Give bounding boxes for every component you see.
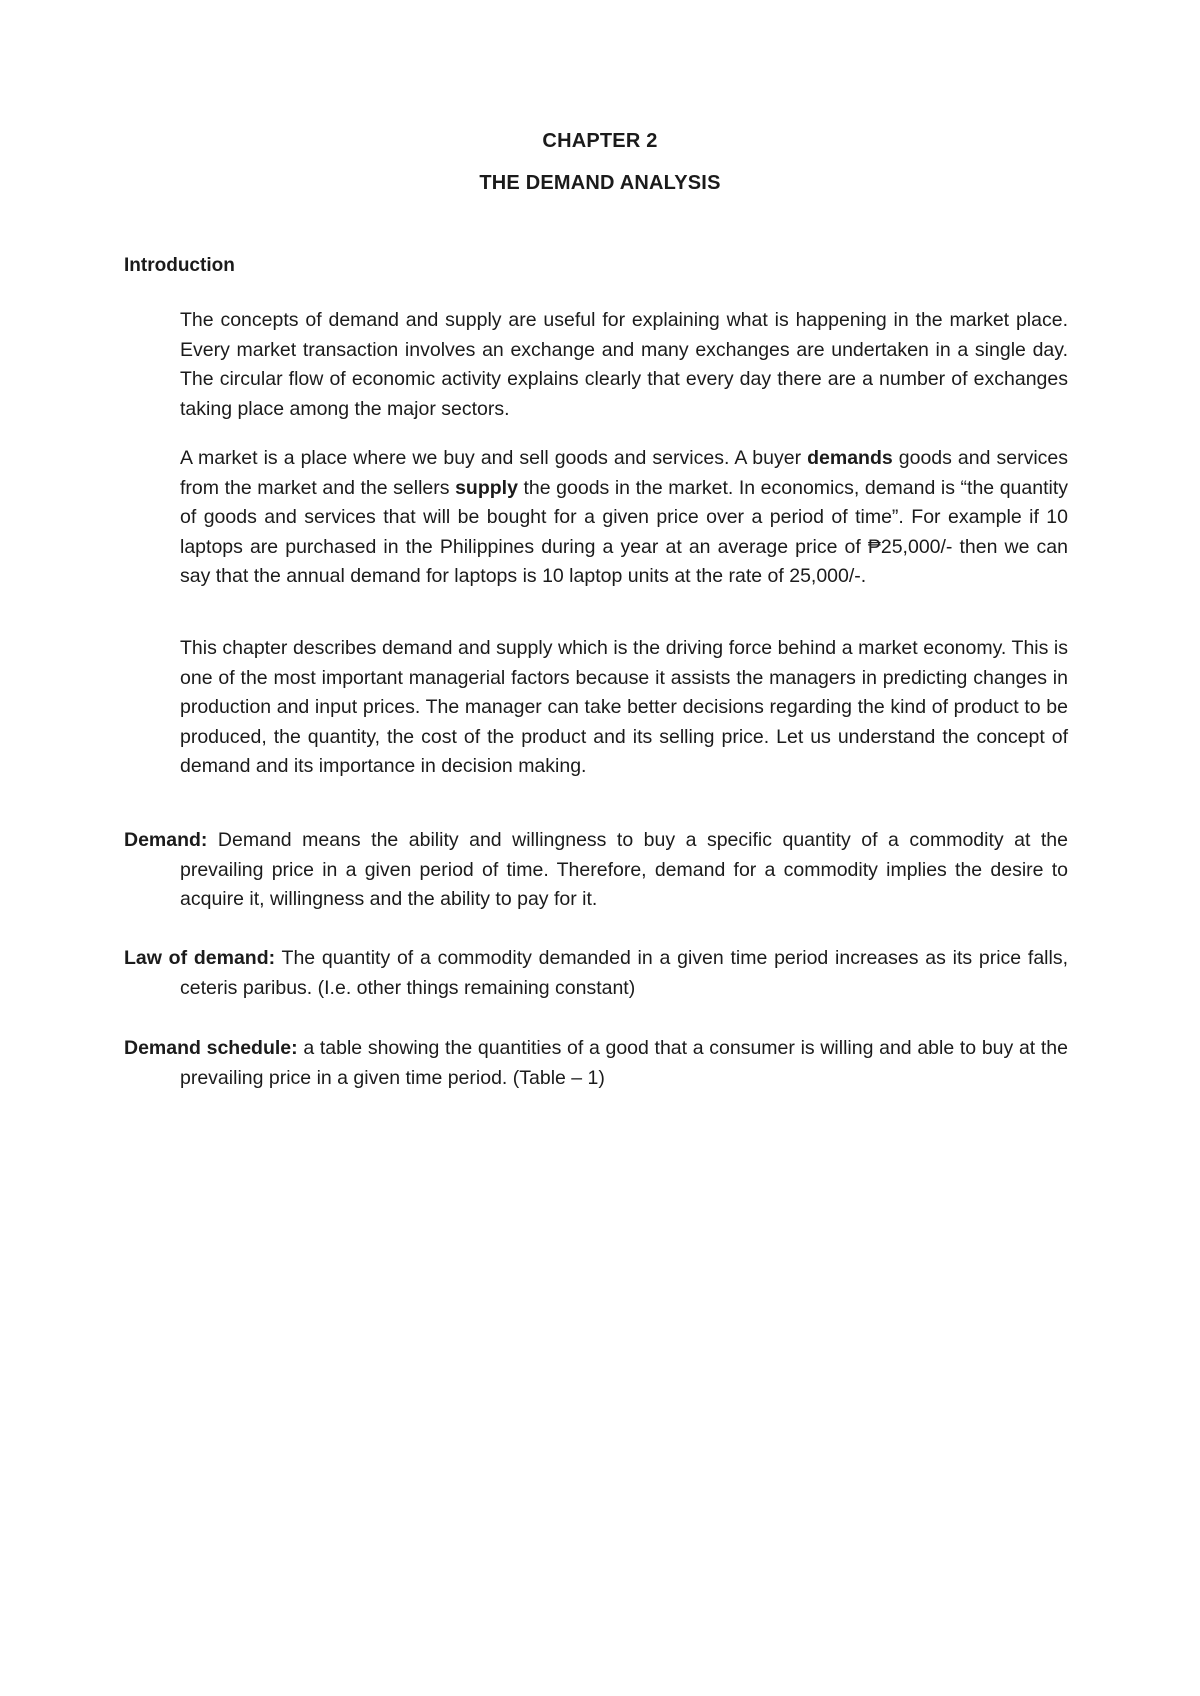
- definition-term: Demand schedule:: [124, 1037, 298, 1059]
- definition-demand: [124, 826, 1068, 915]
- bold-term-supply: supply: [455, 476, 518, 499]
- paragraph-intro: The concepts of demand and supply are useful for explaining what is happening in the market place. Every market transaction involves an exchange and many exchanges are undertaken in a single day. The circular flow of economic activity explains clearly that every day there are a number of exchanges taking place among the major sectors.: [180, 309, 1068, 420]
- section-heading: Introduction: [124, 255, 235, 276]
- text-run: A market is a place where we buy and sell goods and services. A buyer: [180, 447, 808, 469]
- definition-law-of-demand: [124, 944, 1068, 1003]
- paragraph-market: [180, 444, 1068, 592]
- bold-term-demands: demands: [807, 447, 893, 469]
- text-run: goods and services from the market and the sellers: [180, 447, 1069, 499]
- text-run: the goods in the market. In economics, demand is “the quantity of goods and services that will be bought for a given price over a period of time”. For example if 10 laptops are purchased in the Philippines during a year at an average price of ₱25,000/- then we can say that the annual demand for laptops is 10 laptop units at the rate of 25,000/-.: [180, 476, 1068, 587]
- definition-text: a table showing the quantities of a good that a consumer is willing and able to buy at the prevailing price in a given time period. (Table – 1): [180, 1037, 1069, 1089]
- definition-text: The quantity of a commodity demanded in a given time period increases as its price falls, ceteris paribus. (I.e. other things remaining constant): [180, 947, 1069, 999]
- definition-text: Demand means the ability and willingness to buy a specific quantity of a commodity at the prevailing price in a given period of time. Therefore, demand for a commodity implies the desire to acquire it, willingness and the ability to pay for it.: [180, 829, 1068, 910]
- definition-demand-schedule: [124, 1034, 1068, 1093]
- chapter-title: THE DEMAND ANALYSIS: [479, 172, 721, 194]
- definition-term: Demand:: [124, 829, 208, 851]
- definition-term: Law of demand:: [124, 947, 276, 969]
- paragraph-chapter-overview: This chapter describes demand and supply which is the driving force behind a market economy. This is one of the most important managerial factors because it assists the managers in predicting changes in production and input prices. The manager can take better decisions regarding the kind of product to be produced, the quantity, the cost of the product and its selling price. Let us understand the concept of demand and its importance in decision making.: [180, 637, 1068, 777]
- chapter-number: CHAPTER 2: [542, 130, 658, 152]
